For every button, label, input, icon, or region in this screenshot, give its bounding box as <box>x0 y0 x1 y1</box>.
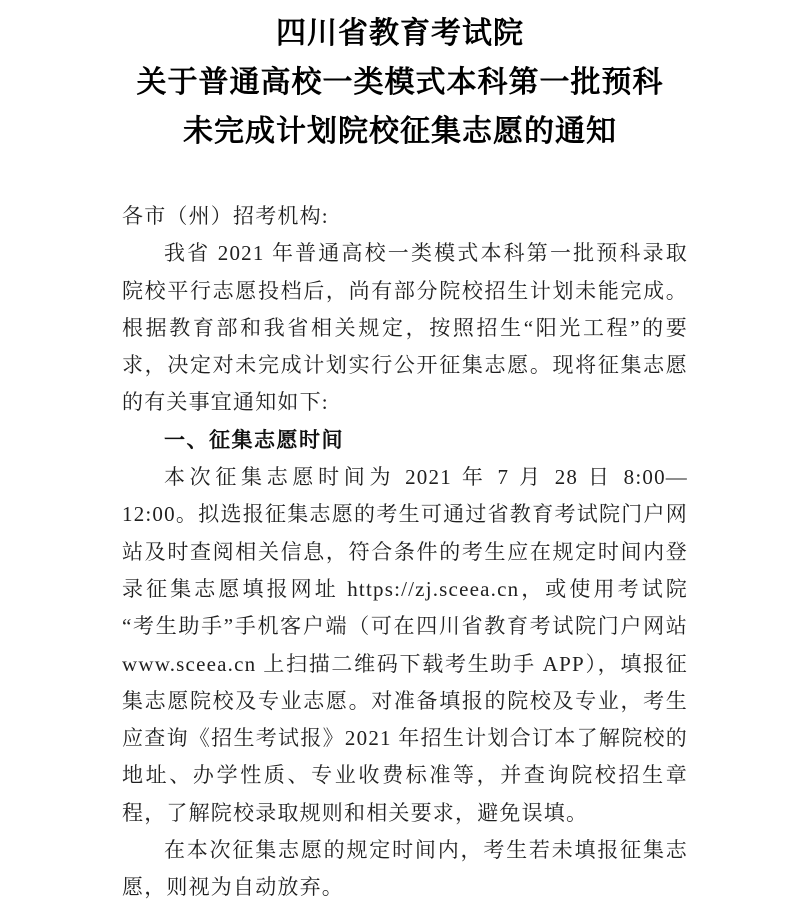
document-title <box>0 0 800 156</box>
title-line-subject-2: 未完成计划院校征集志愿的通知 <box>183 115 617 148</box>
section-1-heading: 一、征集志愿时间 <box>164 428 344 452</box>
section-1-paragraph-2: 在本次征集志愿的规定时间内，考生若未填报征集志愿，则视为自动放弃。 <box>122 838 688 900</box>
title-line-subject-1: 关于普通高校一类模式本科第一批预科 <box>136 66 664 99</box>
intro-paragraph: 我省 2021 年普通高校一类模式本科第一批预科录取院校平行志愿投档后，尚有部分院校招生计划未能完成。根据教育部和我省相关规定，按照招生“阳光工程”的要求，决定对未完成计划实行公开征集志愿。现将征集志愿的有关事宜通知如下: <box>122 241 688 415</box>
title-line-issuer: 四川省教育考试院 <box>276 17 524 50</box>
section-1-paragraph-1: 本次征集志愿时间为 2021 年 7 月 28 日 8:00—12:00。拟选报征集志愿的考生可通过省教育考试院门户网站及时查阅相关信息，符合条件的考生应在规定时间内登录征集志愿填报网址 https://zj.sceea.cn，或使用考试院“考生助手”手机客户端（可在四川省教育考试院门户网站 www.sceea.cn 上扫描二维码下载考生助手 APP），填报征集志愿院校及专业志愿。对准备填报的院校及专业，考生应查询《招生考试报》2021 年招生计划合订本了解院校的地址、办学性质、专业收费标准等，并查询院校招生章程，了解院校录取规则和相关要求，避免误填。 <box>122 465 688 825</box>
salutation-line: 各市（州）招考机构: <box>122 204 329 228</box>
document-body <box>122 198 688 907</box>
